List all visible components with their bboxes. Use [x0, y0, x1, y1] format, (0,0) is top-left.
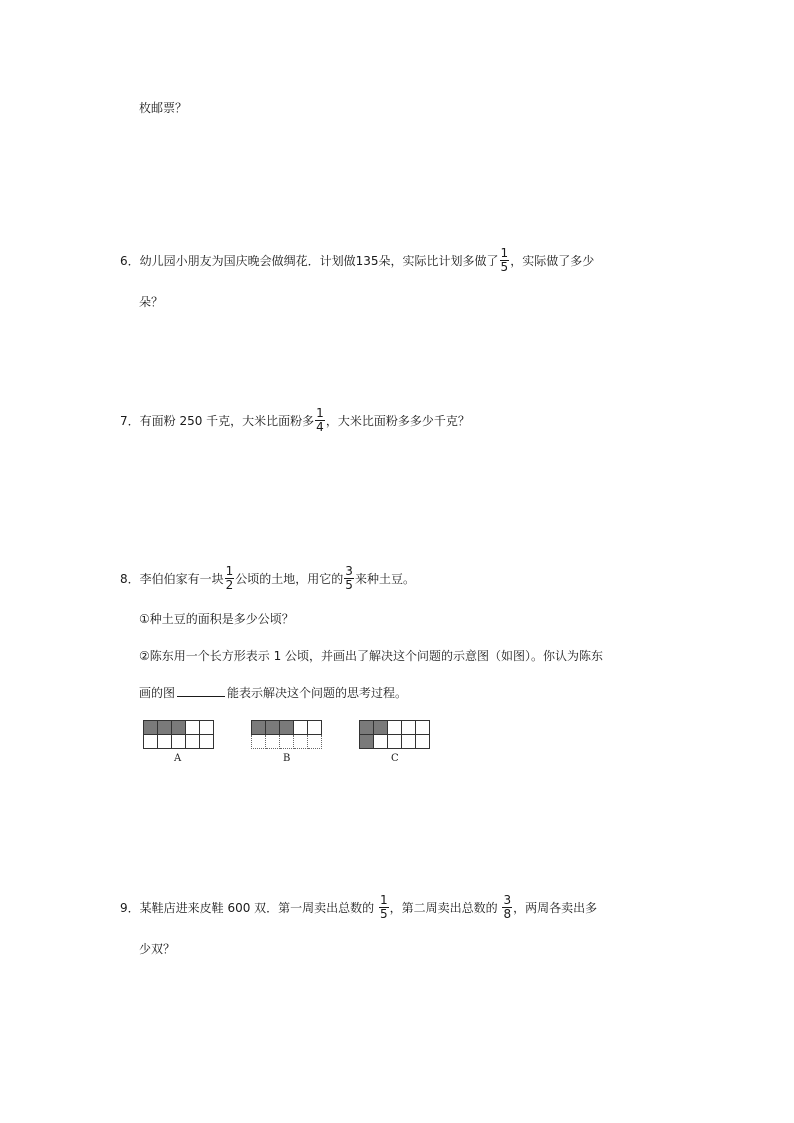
q9-frac1-num: 1 — [380, 893, 388, 907]
q8-sub3 — [139, 684, 407, 701]
figure-c-label: C — [391, 753, 399, 764]
question-9 — [120, 895, 597, 922]
q5-tail: 枚邮票？ — [139, 101, 188, 115]
figure-c-grid — [359, 720, 430, 749]
q9-frac2-den: 8 — [503, 907, 512, 921]
q9-frac2-num: 3 — [503, 893, 512, 907]
q8-sub3-text-a: 画的图 — [139, 686, 176, 700]
q8-text-a: 8．李伯伯家有一块 — [120, 572, 224, 586]
q9-frac1-den: 5 — [380, 907, 388, 921]
q6-fraction — [500, 247, 510, 274]
q8-frac1-den: 2 — [225, 578, 234, 592]
q9-line2: 少双？ — [139, 942, 176, 956]
q8-sub3-text-b: 能表示解决这个问题的思考过程。 — [227, 686, 408, 700]
q7-fraction — [315, 407, 325, 434]
q6-text-a: 6．幼儿园小朋友为国庆晚会做绸花．计划做135朵，实际比计划多做了 — [120, 254, 499, 268]
answer-blank[interactable] — [177, 684, 225, 697]
figure-a-grid — [143, 720, 214, 749]
q9-text-c: ，两周各卖出多 — [513, 901, 598, 915]
q9-text-a: 9．某鞋店进来皮鞋 600 双．第一周卖出总数的 — [120, 901, 375, 915]
q8-frac1-num: 1 — [225, 564, 234, 578]
figure-b-grid — [251, 720, 322, 749]
q9-text-b: ，第二周卖出总数的 — [389, 901, 498, 915]
question-7 — [120, 408, 470, 435]
figure-a-label: A — [174, 753, 182, 764]
question-8 — [120, 566, 415, 593]
q8-frac2-den: 5 — [345, 578, 353, 592]
figure-c — [359, 720, 430, 749]
q8-fraction-1 — [225, 565, 235, 592]
q8-text-b: 公顷的土地，用它的 — [235, 572, 344, 586]
figure-b — [251, 720, 322, 749]
q8-text-c: 来种土豆。 — [354, 572, 415, 586]
q6-line2: 朵？ — [139, 295, 164, 309]
q8-sub2: ②陈东用一个长方形表示 1 公顷，并画出了解决这个问题的示意图（如图）。你认为陈东 — [139, 649, 604, 663]
q7-text-b: ，大米比面粉多多少千克？ — [325, 414, 470, 428]
figure-b-label: B — [283, 753, 291, 764]
q8-fraction-2 — [344, 565, 354, 592]
q9-fraction-1 — [379, 894, 389, 921]
q8-sub1: ①种土豆的面积是多少公顷？ — [139, 612, 294, 626]
q7-frac-den: 4 — [316, 420, 324, 434]
figure-a — [143, 720, 214, 749]
q6-frac-den: 5 — [500, 260, 509, 274]
q6-text-b: ，实际做了多少 — [510, 254, 595, 268]
q7-frac-num: 1 — [316, 406, 324, 420]
question-6 — [120, 248, 594, 275]
q7-text-a: 7．有面粉 250 千克，大米比面粉多 — [120, 414, 315, 428]
q6-frac-num: 1 — [500, 246, 509, 260]
q8-frac2-num: 3 — [345, 564, 353, 578]
q9-fraction-2 — [502, 894, 512, 921]
